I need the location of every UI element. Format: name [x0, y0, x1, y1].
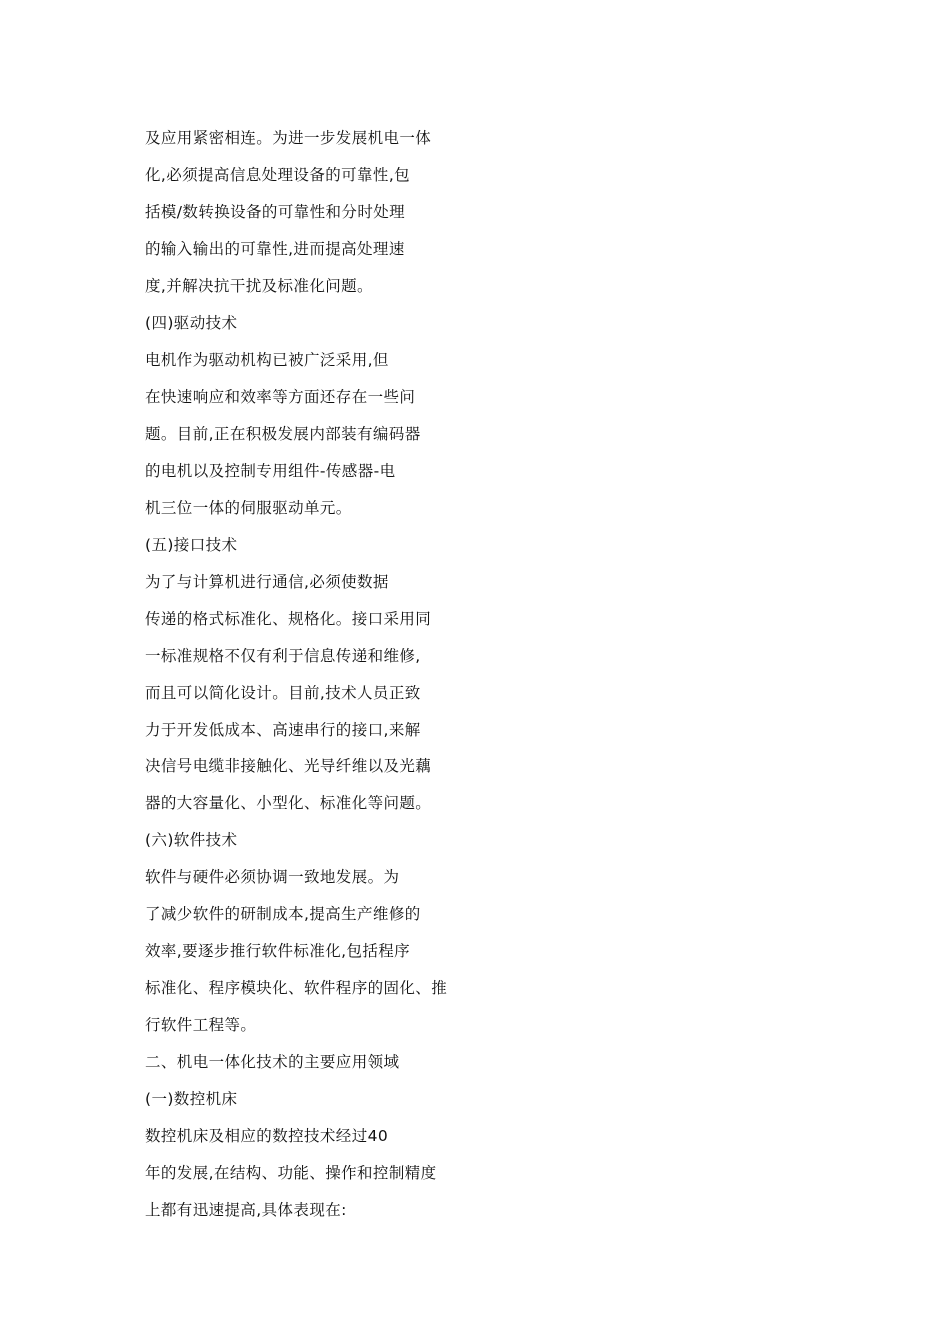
text-line: 软件与硬件必须协调一致地发展。为 [145, 868, 400, 887]
text-line: 化,必须提高信息处理设备的可靠性,包 [145, 165, 411, 184]
text-line: 了减少软件的研制成本,提高生产维修的 [145, 905, 421, 924]
text-line: 标准化、程序模块化、软件程序的固化、推 [145, 979, 448, 998]
text-line: 年的发展,在结构、功能、操作和控制精度 [145, 1164, 437, 1183]
text-line: 上都有迅速提高,具体表现在: [145, 1201, 347, 1220]
text-line: 为了与计算机进行通信,必须使数据 [145, 572, 389, 591]
text-line: 及应用紧密相连。为进一步发展机电一体 [145, 129, 432, 147]
text-line: 传递的格式标准化、规格化。接口采用同 [145, 609, 432, 628]
text-line: 行软件工程等。 [145, 1016, 257, 1035]
text-line: 数控机床及相应的数控技术经过40 [145, 1127, 389, 1146]
text-line: 效率,要逐步推行软件标准化,包括程序 [145, 942, 411, 961]
text-line: 题。目前,正在积极发展内部装有编码器 [145, 424, 421, 443]
text-line: 的输入输出的可靠性,进而提高处理速 [145, 239, 405, 258]
section-heading: (四)驱动技术 [145, 313, 238, 332]
text-line: 电机作为驱动机构已被广泛采用,但 [145, 350, 389, 369]
text-line: 的电机以及控制专用组件-传感器-电 [145, 461, 396, 480]
text-line: 力于开发低成本、高速串行的接口,来解 [145, 720, 421, 739]
section-heading: (五)接口技术 [145, 535, 238, 554]
section-heading: (一)数控机床 [145, 1090, 238, 1109]
text-line: 度,并解决抗干扰及标准化问题。 [145, 276, 373, 295]
document-text-column [145, 120, 485, 1229]
section-heading: (六)软件技术 [145, 831, 238, 850]
text-line: 决信号电缆非接触化、光导纤维以及光藕 [145, 757, 432, 776]
text-line: 括模/数转换设备的可靠性和分时处理 [145, 202, 406, 221]
chapter-heading: 二、机电一体化技术的主要应用领域 [145, 1053, 400, 1072]
text-line: 机三位一体的伺服驱动单元。 [145, 498, 352, 517]
text-line: 在快速响应和效率等方面还存在一些问 [145, 387, 416, 406]
text-line: 器的大容量化、小型化、标准化等问题。 [145, 794, 432, 813]
text-line: 而且可以简化设计。目前,技术人员正致 [145, 683, 421, 702]
text-line: 一标准规格不仅有利于信息传递和维修, [145, 646, 421, 665]
